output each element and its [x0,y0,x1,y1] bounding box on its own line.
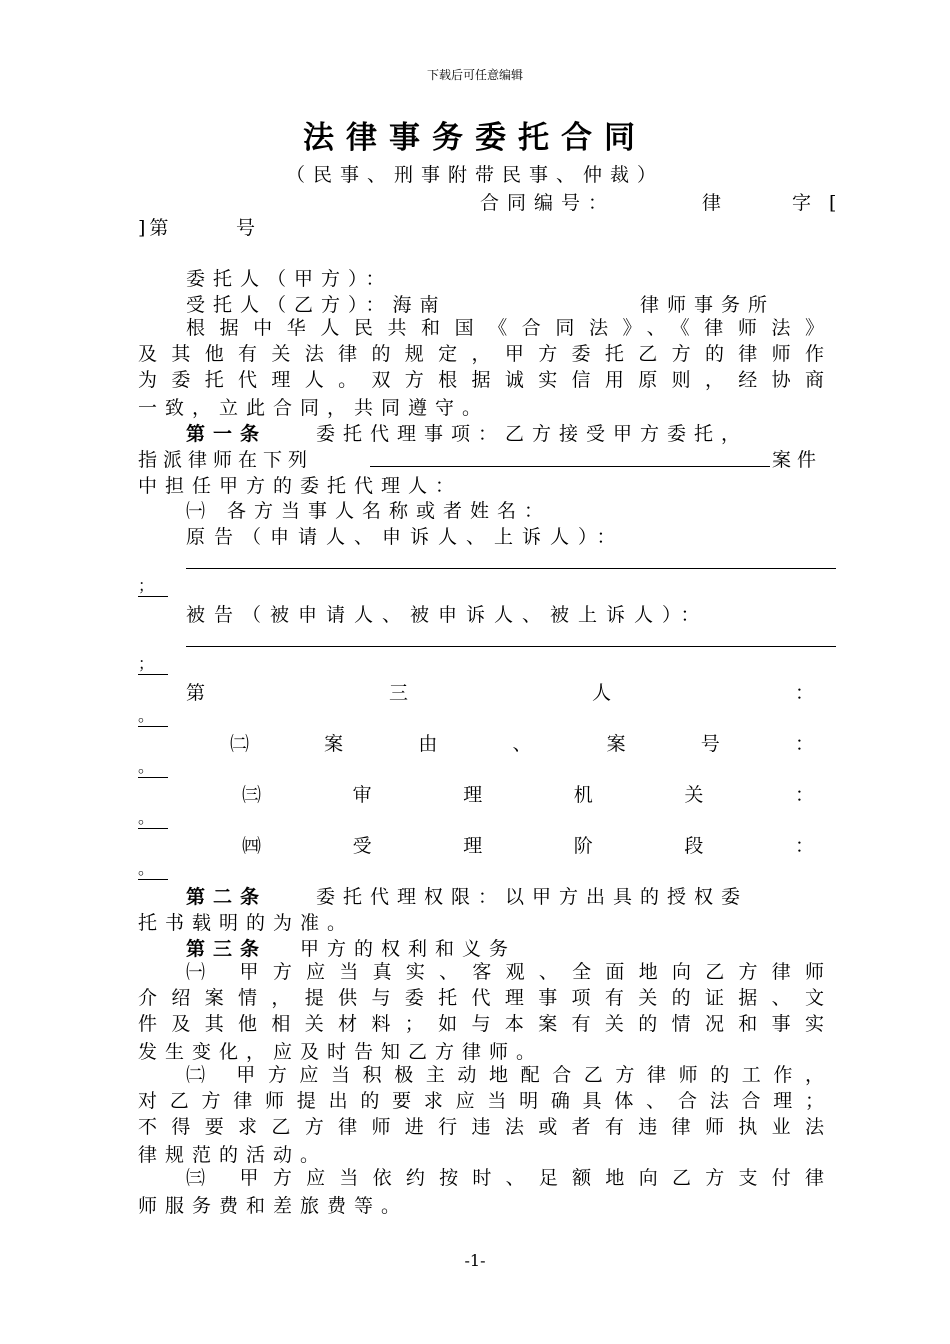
article2-line1: 委托代理权限：以甲方出具的授权委 [316,886,749,908]
article3-item3-line1: ㈢ 甲方应当依约按时、足额地向乙方支付律 [186,1167,828,1189]
third-party-char: 第 [186,682,206,704]
article1-item1: ㈠ 各方当事人名称或者姓名： [186,500,552,522]
item3-char: 审 [352,784,372,806]
item2-char: 号 [700,733,720,755]
item4-char: 段 [684,835,704,857]
item3-char: 关 [684,784,704,806]
article1-heading: 第一条 [186,423,268,445]
third-party-line [186,678,814,705]
contract-no-part2: 字[ [792,192,855,214]
article3-item1-line1: ㈠ 甲方应当真实、客观、全面地向乙方律师 [186,961,828,983]
item4-char: ㈣ [242,835,262,857]
page-number: -1- [464,1251,486,1270]
item4-char: ： [794,835,814,857]
item3-char: ㈢ [242,784,262,806]
item2-char: 案 [606,733,626,755]
article1-text: 委托代理事项：乙方接受甲方委托， [316,423,749,445]
item2-period: 。 [138,757,155,776]
article3-item3-line2: 师服务费和差旅费等。 [138,1195,409,1217]
article1-line2-suffix: 案件 [772,449,823,471]
article3-item2-line4: 律规范的活动。 [138,1144,328,1166]
plaintiff-label: 原告（申请人、申诉人、上诉人）： [186,526,625,548]
third-party-char: 人 [591,682,611,704]
item2-char: 案 [324,733,344,755]
preamble-line-2: 及其他有关法律的规定，甲方委托乙方的律师作 [138,343,828,365]
article3-heading: 第三条 [186,938,268,960]
item3-period: 。 [138,808,155,827]
third-party-period: 。 [138,706,155,725]
article3-title: 甲方的权利和义务 [300,938,517,960]
client-line: 委托人（甲方）： [186,268,393,290]
item4-char: 理 [463,835,483,857]
item2-line [230,729,814,756]
agent-suffix: 律师事务所 [640,294,776,316]
item2-char: ： [794,733,814,755]
defendant-label: 被告（被申请人、被申诉人、被上诉人）： [186,604,709,626]
item2-char: 、 [512,733,532,755]
item4-char: 受 [352,835,372,857]
item3-line [242,780,814,807]
article2-line2: 托书载明的为准。 [138,912,355,934]
third-party-char: ： [794,682,814,704]
contract-no-part1: 律 [702,192,722,214]
defendant-blank [186,646,836,647]
article3-item1-line4: 发生变化，应及时告知乙方律师。 [138,1041,544,1063]
item2-char: 由 [418,733,438,755]
item4-char: 阶 [573,835,593,857]
article2-heading: 第二条 [186,886,268,908]
contract-no-label: 合同编号： [480,192,616,214]
document-title: 法律事务委托合同 [303,120,647,156]
article3-item2-line2: 对乙方律师提出的要求应当明确具体、合法合理； [138,1090,828,1112]
item3-char: ： [794,784,814,806]
contract-no-part3: ]第 [138,217,173,239]
preamble-line-3: 为委托代理人。双方根据诚实信用原则，经协商 [138,369,828,391]
item2-char: ㈡ [230,733,250,755]
document-subtitle: （民事、刑事附带民事、仲裁） [285,164,664,186]
plaintiff-blank [186,568,836,569]
header-note: 下载后可任意编辑 [426,68,523,82]
defendant-semicolon: ； [138,654,155,673]
item4-line [242,831,814,858]
article3-item2-line3: 不得要求乙方律师进行违法或者有违律师执业法 [138,1116,828,1138]
third-party-char: 三 [388,682,408,704]
item3-char: 机 [573,784,593,806]
article3-item1-line3: 件及其他相关材料；如与本案有关的情况和事实 [138,1013,828,1035]
case-name-blank [370,466,770,467]
preamble-line-1: 根据中华人民共和国《合同法》、《律师法》 [186,317,828,339]
plaintiff-semicolon: ； [138,576,155,595]
contract-no-part4: 号 [236,217,256,239]
item4-period: 。 [138,859,155,878]
article3-item2-line1: ㈡ 甲方应当积极主动地配合乙方律师的工作， [186,1064,828,1086]
item3-char: 理 [463,784,483,806]
article1-line2-prefix: 指派律师在下列 [138,449,314,471]
article1-line3: 中担任甲方的委托代理人： [138,475,463,497]
preamble-line-4: 一致，立此合同，共同遵守。 [138,397,490,419]
agent-line: 受托人（乙方）：海南 [186,294,447,316]
article3-item1-line2: 介绍案情，提供与委托代理事项有关的证据、文 [138,987,828,1009]
